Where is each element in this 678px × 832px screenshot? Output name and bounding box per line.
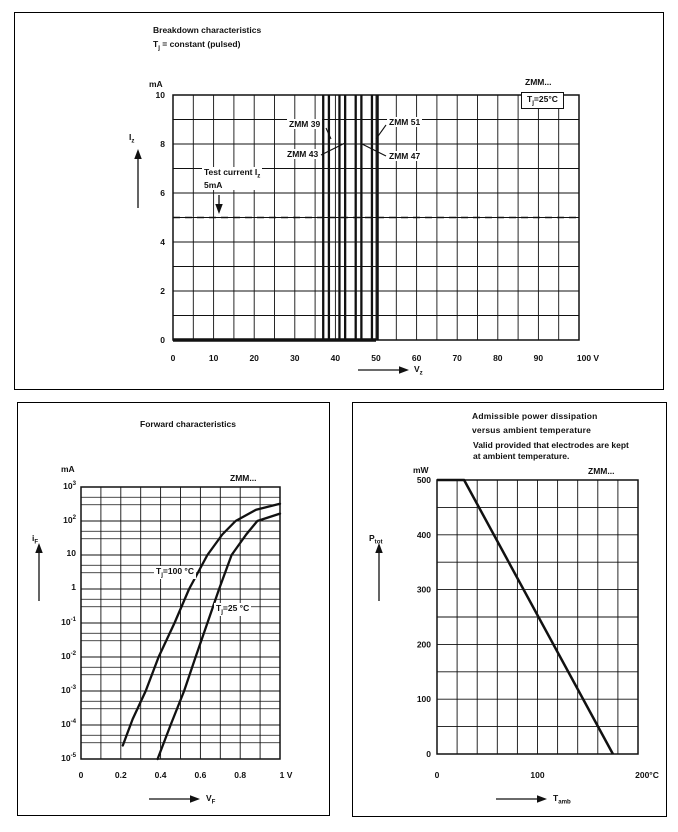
x-tick-label: 0.8	[234, 770, 247, 780]
y-tick-label: 300	[416, 584, 431, 595]
tj25-rest: =25 °C	[222, 603, 250, 613]
x-tick-label: 10	[208, 353, 219, 363]
power-plot-canvas	[353, 403, 665, 815]
y-axis-unit: mA	[61, 464, 75, 474]
figure-subtitle-line1: Valid provided that electrodes are kept	[473, 440, 629, 450]
tj100-base: T	[156, 566, 162, 576]
x-tick-label: 60	[411, 353, 422, 363]
curve-label-tj100	[154, 566, 196, 579]
figure-forward-characteristics	[17, 402, 330, 816]
tj100-rest: =100 °C	[162, 566, 194, 576]
y-axis-unit: mW	[413, 465, 429, 475]
x-axis-label	[206, 793, 215, 806]
y-tick-label: $10^2$	[63, 514, 76, 525]
y-tick-label: 4	[160, 237, 165, 247]
y-tick-label: 6	[160, 188, 165, 198]
figure-title: Forward characteristics	[140, 419, 236, 429]
arrow-head	[134, 149, 142, 159]
x-tick-label: 0.4	[154, 770, 167, 780]
figure-subtitle-line2: at ambient temperature.	[473, 451, 570, 461]
device-family-label: ZMM...	[525, 77, 552, 87]
y-tick-label: 500	[416, 475, 431, 485]
x-tick-label: 0	[78, 770, 84, 780]
x-tick-label: 40	[330, 353, 341, 363]
y-tick-label: $10^{-3}$	[61, 684, 76, 695]
tj100-sub: j	[161, 571, 163, 579]
corner-sub: j	[532, 99, 534, 107]
y-tick-label: $10^{-1}$	[61, 616, 76, 627]
arrow-head	[215, 204, 223, 214]
y-tick-label: $10^3$	[63, 480, 76, 491]
y-axis-label	[369, 533, 382, 546]
x-tick-label: 1 V	[279, 770, 293, 780]
gridlines	[81, 487, 280, 759]
y-label-base: I	[129, 132, 132, 142]
figure-title-line1: Admissible power dissipation	[472, 411, 598, 421]
x-axis-label	[553, 793, 571, 806]
x-label-base: V	[414, 364, 420, 374]
y-tick-label: 8	[160, 139, 165, 149]
axis-tick-labels	[79, 770, 293, 780]
test-current-label	[202, 167, 262, 190]
y-label-sub: z	[131, 137, 135, 145]
corner-condition-label	[521, 92, 564, 109]
curve-tj25	[158, 514, 280, 759]
y-tick-label: 2	[160, 286, 165, 296]
x-tick-label: 20	[249, 353, 259, 363]
figure-breakdown-characteristics	[14, 12, 664, 390]
x-label-base: T	[553, 793, 559, 803]
x-tick-label: 100	[530, 770, 545, 780]
x-tick-label: 0	[170, 353, 176, 363]
arrow-head	[190, 795, 200, 803]
y-axis-unit: mA	[149, 79, 163, 89]
y-label-base: P	[369, 533, 375, 543]
x-tick-label: 0.2	[114, 770, 127, 780]
test-current-base: Test current I	[204, 167, 258, 177]
x-label-sub: F	[211, 798, 216, 806]
y-axis-label	[129, 132, 134, 145]
x-tick-label: 0.6	[194, 770, 207, 780]
y-tick-label: $10^{-4}$	[61, 718, 76, 729]
x-tick-label: 200°C	[635, 770, 659, 780]
y-tick-label: 0	[160, 335, 165, 345]
series-label-zmm39: ZMM 39	[289, 119, 321, 129]
device-family-label: ZMM...	[588, 466, 615, 476]
figure-title-line2: versus ambient temperature	[472, 425, 592, 435]
condition-sub: j	[158, 44, 160, 52]
x-axis-label	[414, 364, 423, 377]
y-label-base: i	[32, 533, 35, 543]
condition-rest: = constant (pulsed)	[159, 39, 241, 49]
x-tick-label: 90	[533, 353, 544, 363]
y-label-sub: tot	[374, 538, 383, 546]
y-tick-label: 400	[416, 529, 431, 540]
test-current-sub: z	[257, 172, 261, 180]
series-label-zmm51: ZMM 51	[389, 117, 421, 127]
x-tick-label: 80	[493, 353, 503, 363]
tj25-sub: j	[221, 608, 223, 616]
x-tick-label: 30	[290, 353, 300, 363]
figure-power-dissipation	[352, 402, 667, 817]
arrow-head	[399, 366, 409, 374]
x-tick-label: 0	[434, 770, 440, 780]
x-tick-label: 50	[371, 353, 381, 363]
arrow-head	[537, 795, 547, 803]
x-tick-label: 70	[452, 353, 462, 363]
y-tick-label: 1	[71, 582, 76, 592]
y-tick-label: $10^{-2}$	[61, 650, 76, 661]
series-label-zmm47: ZMM 47	[389, 151, 421, 161]
y-axis-label	[32, 533, 38, 546]
corner-rest: =25°C	[533, 94, 558, 104]
curve-label-tj25	[214, 603, 251, 616]
x-tick-label: 100 V	[576, 353, 600, 363]
series-label-zmm43: ZMM 43	[287, 149, 319, 159]
y-label-sub: F	[34, 538, 39, 546]
tj25-base: T	[216, 603, 222, 613]
y-tick-label: 0	[426, 749, 431, 759]
y-tick-label: 10	[66, 548, 76, 558]
label-leader-line	[321, 143, 345, 155]
x-label-sub: amb	[558, 798, 571, 806]
x-label-sub: z	[419, 369, 423, 377]
y-tick-label: $10^{-5}$	[61, 752, 76, 763]
test-current-value: 5mA	[204, 179, 223, 190]
device-family-label: ZMM...	[230, 473, 257, 483]
label-leader-line	[362, 144, 386, 156]
curve-tj100	[123, 504, 280, 746]
y-tick-label: 200	[416, 639, 431, 650]
y-tick-label: 100	[416, 694, 431, 705]
figure-condition	[153, 39, 240, 52]
condition-base: T	[153, 39, 159, 49]
y-tick-label: 10	[155, 90, 165, 100]
x-label-base: V	[206, 793, 212, 803]
figure-title: Breakdown characteristics	[153, 25, 262, 35]
corner-base: T	[527, 94, 533, 104]
breakdown-plot-canvas	[15, 13, 662, 388]
